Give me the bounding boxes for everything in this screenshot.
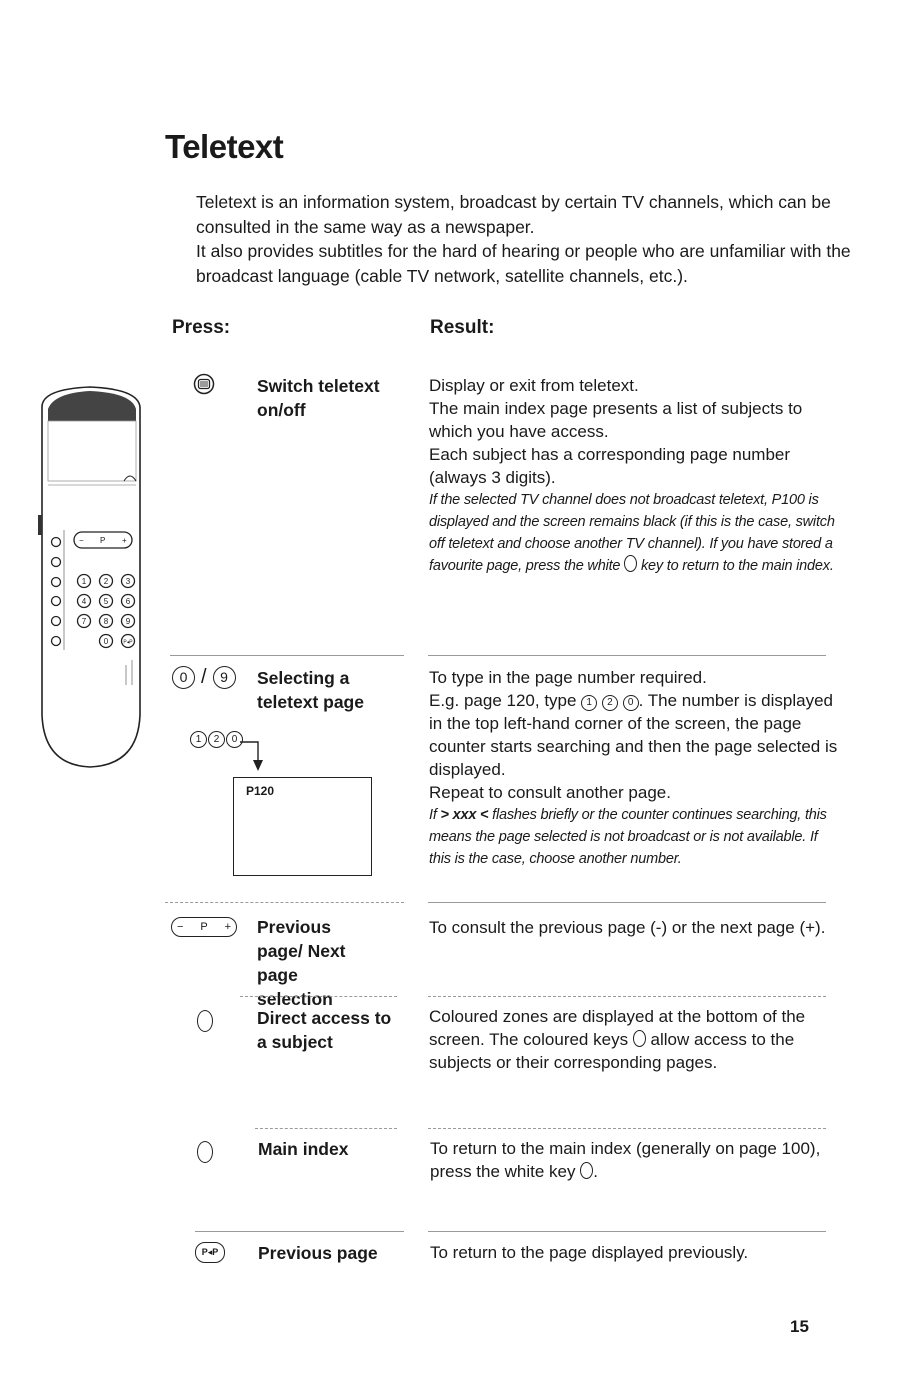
- remote-digit-key: 4: [81, 597, 87, 606]
- white-key-icon: [624, 555, 637, 572]
- result-text: allow access to the subjects or their corresponding pages.: [429, 1030, 795, 1072]
- remote-digit-key: 3: [125, 577, 131, 586]
- divider: [170, 655, 404, 656]
- result-text: . The number is displayed in the top left-hand corner of the screen, the page counter starts searching and then the page selected is displayed.: [429, 691, 838, 779]
- divider: [428, 902, 826, 903]
- digit-key-9: 9: [213, 666, 236, 689]
- result-line: The main index page presents a list of subjects to which you have access.: [429, 399, 803, 441]
- note-text: If: [429, 807, 437, 823]
- previous-page-label: Previous page: [258, 1243, 378, 1263]
- white-key-icon: [580, 1162, 593, 1179]
- remote-digit-key: 5: [103, 597, 109, 606]
- prev-next-result: To consult the previous page (-) or the next page (+).: [429, 918, 826, 937]
- divider: [428, 1128, 826, 1129]
- p-minus-plus-key: [171, 917, 237, 937]
- previous-page-result: To return to the page displayed previously.: [430, 1243, 749, 1262]
- remote-ir-window: [48, 391, 136, 421]
- switch-teletext-note: [429, 489, 849, 577]
- divider: [428, 996, 826, 997]
- remote-digit-key: 8: [103, 617, 109, 626]
- coloured-key-icon: [197, 1010, 213, 1032]
- intro-paragraph: It also provides subtitles for the hard of hearing or people who are unfamiliar with the broadcast language (cable TV network, satellite channels, etc.).: [196, 241, 851, 286]
- result-header: Result:: [430, 317, 495, 338]
- page-number: 15: [790, 1317, 809, 1336]
- digit-key-0: 0: [226, 731, 243, 748]
- arrow-down-icon: [240, 738, 264, 772]
- main-index-label: Main index: [258, 1139, 349, 1159]
- result-text: Coloured zones are displayed at the bottom of the screen. The coloured keys: [429, 1007, 806, 1049]
- remote-digit-key: 6: [125, 597, 131, 606]
- result-line: Each subject has a corresponding page number (always 3 digits).: [429, 445, 791, 487]
- result-line: [429, 689, 839, 781]
- plus-icon: +: [224, 921, 231, 933]
- tv-screen-page-number: P120: [246, 784, 275, 798]
- tv-screen-illustration: [233, 777, 372, 876]
- p-label: P: [200, 921, 208, 933]
- digit-key-0: 0: [172, 666, 195, 689]
- digit-keys-range: [172, 664, 236, 690]
- divider: [195, 1231, 404, 1232]
- remote-pkey-p: P: [100, 536, 106, 545]
- note-text: If the selected TV channel does not broadcast teletext, P100 is displayed and the screen remains black (if this is the case, switch off teletext and choose another TV channel). If you have stored a favourite page, press the white: [429, 492, 835, 574]
- remote-pkey-minus: −: [79, 536, 84, 545]
- selecting-page-note: [429, 804, 839, 870]
- result-line: To type in the page number required.: [429, 668, 707, 687]
- example-digit-sequence: [190, 731, 243, 748]
- minus-icon: −: [177, 921, 184, 933]
- divider: [255, 1128, 397, 1129]
- result-line: Repeat to consult another page.: [429, 783, 671, 802]
- result-text: .: [593, 1162, 598, 1181]
- main-index-result: [430, 1137, 840, 1183]
- note-flash-indicator: > xxx <: [440, 807, 489, 823]
- remote-pp-key: P◂P: [123, 639, 133, 646]
- remote-pkey-plus: +: [122, 536, 127, 545]
- white-key-icon: [197, 1141, 213, 1163]
- coloured-key-icon: [633, 1030, 646, 1047]
- teletext-key-icon: [193, 373, 215, 395]
- remote-digit-key: 1: [81, 577, 87, 586]
- remote-digit-key: 2: [103, 577, 109, 586]
- result-text: To return to the main index (generally on page 100), press the white key: [430, 1139, 821, 1181]
- remote-control-illustration: [34, 385, 149, 775]
- pp-key-icon: P◂P: [195, 1242, 225, 1263]
- digit-key-2: 2: [208, 731, 225, 748]
- key-separator: /: [201, 665, 207, 688]
- direct-access-label: Direct access to a subject: [257, 1008, 392, 1052]
- remote-digit-key: 0: [103, 637, 109, 646]
- remote-digit-key: 9: [125, 617, 131, 626]
- divider: [240, 996, 397, 997]
- digit-key-0: 0: [623, 695, 639, 711]
- prev-next-label: Previous page/ Next page selection: [257, 917, 346, 1009]
- direct-access-result: [429, 1005, 829, 1074]
- note-text: flashes briefly or the counter continues searching, this means the page selected is not broadcast or is not available. If this is the case, choose another number.: [429, 807, 827, 867]
- digit-key-1: 1: [581, 695, 597, 711]
- divider: [428, 1231, 826, 1232]
- remote-digit-key: 7: [81, 617, 87, 626]
- note-text: key to return to the main index.: [640, 558, 834, 574]
- switch-teletext-label: Switch teletext on/off: [257, 376, 380, 420]
- intro-paragraph: Teletext is an information system, broadcast by certain TV channels, which can be consulted in the same way as a newspaper.: [196, 192, 831, 237]
- result-line: Display or exit from teletext.: [429, 376, 639, 395]
- divider: [165, 902, 404, 903]
- page-title: Teletext: [165, 128, 284, 165]
- press-header: Press:: [172, 317, 231, 338]
- divider: [428, 655, 826, 656]
- digit-key-1: 1: [190, 731, 207, 748]
- intro-text: [196, 190, 856, 288]
- selecting-page-result: [429, 666, 839, 870]
- digit-key-2: 2: [602, 695, 618, 711]
- selecting-page-label: Selecting a teletext page: [257, 668, 364, 712]
- result-text: E.g. page 120, type: [429, 691, 577, 710]
- switch-teletext-result: [429, 374, 849, 577]
